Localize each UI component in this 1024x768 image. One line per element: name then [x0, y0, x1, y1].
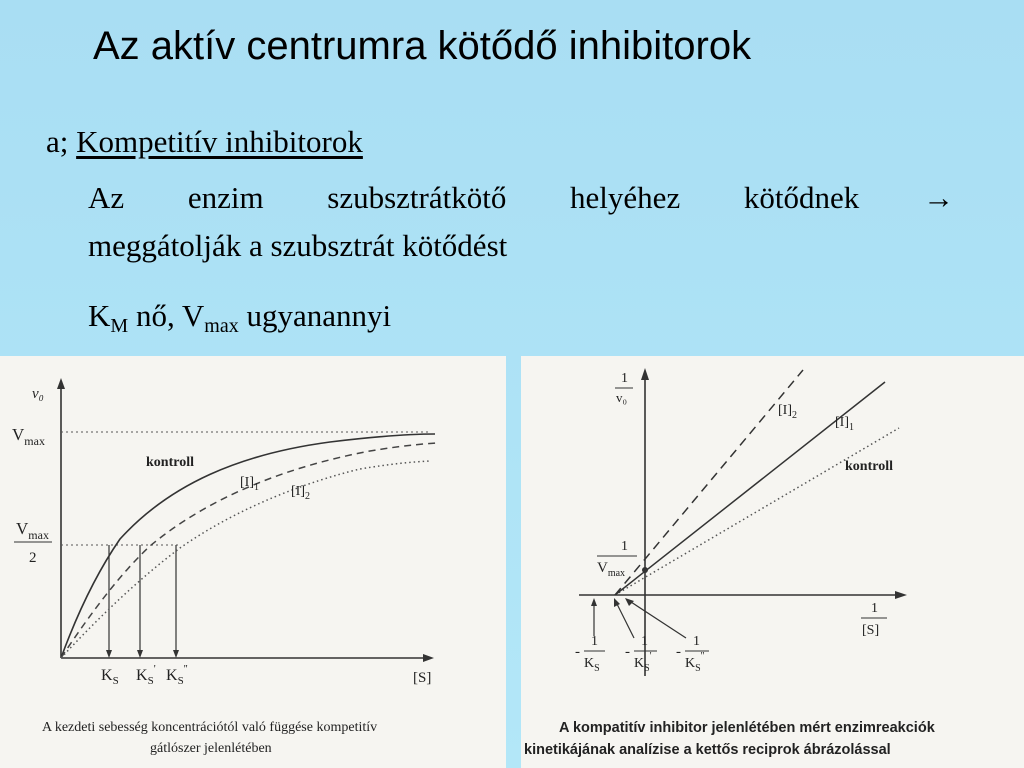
ks-arrowhead: [106, 650, 112, 658]
x-axis-arrowhead: [895, 591, 907, 599]
arrow-right-icon: →: [922, 180, 954, 215]
neg-ks-minus: -: [575, 644, 580, 660]
desc-word: Az: [88, 180, 125, 215]
inhibitor-1-label: $[I]_1$: [835, 415, 854, 433]
inhibitor-2-label: $[I]_2$: [291, 484, 310, 502]
y-axis-arrowhead: [641, 368, 649, 380]
neg-ks-numerator: 1: [591, 634, 598, 649]
neg-ks1-minus: -: [625, 644, 630, 660]
inhibitor-1-label: $[I]_1$: [240, 475, 259, 493]
right-figure-caption-line-2: kinetikájának analízise a kettős reciprok ábrázolással: [524, 742, 891, 758]
intercept-numerator: 1: [621, 539, 628, 554]
inhibitor-2-line: [615, 370, 803, 595]
control-curve-label: kontroll: [146, 455, 194, 470]
description-line-2: meggátolják a szubsztrát kötődést: [88, 228, 508, 263]
neg-ks1-denominator: $K_S'$: [634, 651, 652, 674]
control-curve: [61, 434, 435, 658]
item-prefix: a;: [46, 124, 69, 159]
neg-ks2-minus: -: [676, 644, 681, 660]
x-intercept-arrowhead-3: [625, 598, 634, 606]
description-line-1: [88, 180, 954, 216]
neg-ks2-numerator: 1: [693, 634, 700, 649]
left-figure-caption-line-1: A kezdeti sebesség koncentrációtól való függése kompetitív: [42, 720, 378, 735]
neg-ks1-numerator: 1: [641, 634, 648, 649]
ks2-label: $K_S''$: [166, 663, 188, 687]
x-axis-label: [S]: [413, 670, 432, 686]
x-intercept-arrow-2: [617, 604, 634, 638]
km-symbol: K: [88, 298, 111, 333]
right-figure-caption-line-1: A kompatitív inhibitor jelenlétében mért enzimreakciók: [559, 720, 935, 736]
x-axis-label-denominator: [S]: [862, 623, 880, 638]
y-axis-arrowhead: [57, 378, 65, 389]
subheading-line: [46, 124, 363, 160]
y-axis-label-denominator: v₀: [616, 390, 628, 405]
inhibitor-2-label: $[I]_2$: [778, 403, 797, 421]
vmax-label: $V_{max}$: [12, 425, 45, 448]
intercept-denominator: $V_{max}$: [597, 560, 626, 579]
y-axis-label: v₀: [32, 386, 44, 402]
desc-word: szubsztrátkötő: [327, 180, 507, 215]
subheading: Kompetitív inhibitorok: [76, 124, 363, 159]
ks1-label: $K_S'$: [136, 663, 156, 687]
neg-ks2-denominator: $K_S''$: [685, 651, 705, 674]
slide-title: Az aktív centrumra kötődő inhibitorok: [93, 24, 752, 68]
x-intercept-arrowhead-2: [614, 598, 620, 607]
neg-ks-denominator: $K_S$: [584, 656, 600, 674]
half-vmax-denominator: 2: [29, 550, 37, 566]
y-axis-label-numerator: 1: [621, 371, 628, 386]
desc-word: kötődnek: [743, 180, 860, 215]
lineweaver-burk-figure: [521, 356, 1024, 768]
km-vmax-statement: [88, 298, 391, 338]
km-end-text: ugyanannyi: [246, 298, 392, 333]
ks2-arrowhead: [173, 650, 179, 658]
half-vmax-numerator: $V_{max}$: [16, 519, 49, 542]
ks1-arrowhead: [137, 650, 143, 658]
ks-label: $K_S$: [101, 667, 119, 687]
inhibitor-1-line: [615, 382, 885, 595]
km-subscript: M: [110, 315, 129, 337]
inhibitor-2-curve: [61, 461, 430, 658]
x-intercept-arrow-3: [631, 602, 686, 638]
vmax-intercept-point: [642, 567, 648, 573]
desc-word: helyéhez: [570, 180, 681, 215]
control-line: [615, 428, 899, 595]
vmax-subscript: max: [204, 315, 239, 337]
km-middle-text: nő, V: [135, 298, 205, 333]
control-line-label: kontroll: [845, 459, 893, 474]
left-figure-caption-line-2: gátlószer jelenlétében: [150, 741, 272, 756]
x-intercept-arrowhead-1: [591, 598, 597, 606]
desc-word: enzim: [187, 180, 264, 215]
x-axis-arrowhead: [423, 654, 434, 662]
x-axis-label-numerator: 1: [871, 601, 878, 616]
michaelis-menten-figure: [0, 356, 506, 768]
